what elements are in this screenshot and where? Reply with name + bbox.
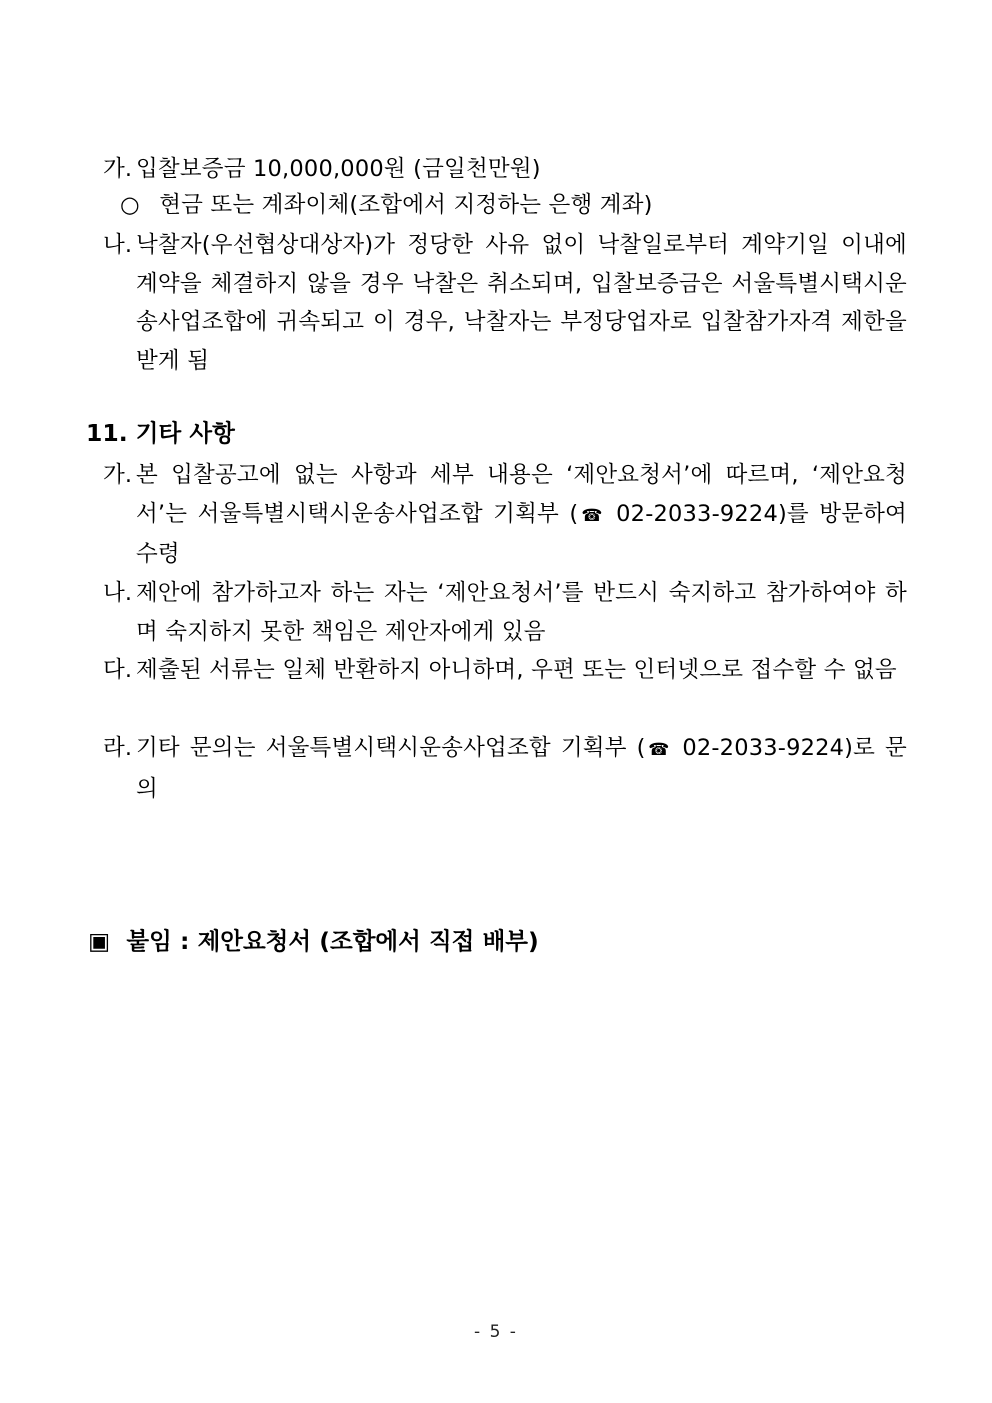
phone-icon: ☎ [578, 505, 606, 526]
bullet-text: 현금 또는 계좌이체(조합에서 지정하는 은행 계좌) [159, 192, 653, 218]
section11-item-ga [103, 456, 907, 574]
item-text: 입찰보증금 10,000,000원 (금일천만원) [136, 156, 541, 182]
attachment-marker-icon: ▣ [88, 927, 111, 955]
item-text: 제출된 서류는 일체 반환하지 아니하며, 우편 또는 인터넷으로 접수할 수 없음 [136, 657, 897, 683]
section11-item-na [103, 574, 907, 651]
attachment-note [88, 922, 539, 956]
deposit-item-ga [103, 150, 907, 189]
attachment-text: 붙임 : 제안요청서 (조합에서 직접 배부) [126, 927, 539, 955]
deposit-item-na [103, 226, 907, 380]
item-text: 기타 문의는 서울특별시택시운송사업조합 기획부 (☎ 02-2033-9224)로 문의 [136, 735, 907, 802]
bullet-icon: ○ [120, 192, 140, 218]
item-text: 본 입찰공고에 없는 사항과 세부 내용은 ‘제안요청서’에 따르며, ‘제안요청서’는 서울특별시택시운송사업조합 기획부 (☎ 02-2033-9224)를 방문하여 수령 [136, 462, 907, 567]
phone-icon: ☎ [645, 740, 673, 760]
item-label: 나. [103, 232, 133, 258]
item-text: 제안에 참가하고자 하는 자는 ‘제안요청서’를 반드시 숙지하고 참가하여야 하며 숙지하지 못한 책임은 제안자에게 있음 [136, 580, 907, 645]
item-label: 나. [103, 580, 133, 606]
item-label: 라. [103, 735, 133, 761]
item-label: 다. [103, 657, 133, 683]
section-heading: 11. 기타 사항 [86, 419, 235, 447]
item-label: 가. [103, 462, 133, 488]
section11-item-da [103, 651, 907, 690]
item-label: 가. [103, 156, 133, 182]
item-text: 낙찰자(우선협상대상자)가 정당한 사유 없이 낙찰일로부터 계약기일 이내에 계약을 체결하지 않을 경우 낙찰은 취소되며, 입찰보증금은 서울특별시택시운송사업조합에 귀속되고 이 경우, 낙찰자는 부정당업자로 입찰참가자격 제한을 받게 됨 [136, 232, 907, 374]
page-number: - 5 - [474, 1322, 518, 1342]
section11-item-ra [103, 729, 907, 808]
deposit-bullet [120, 186, 910, 225]
